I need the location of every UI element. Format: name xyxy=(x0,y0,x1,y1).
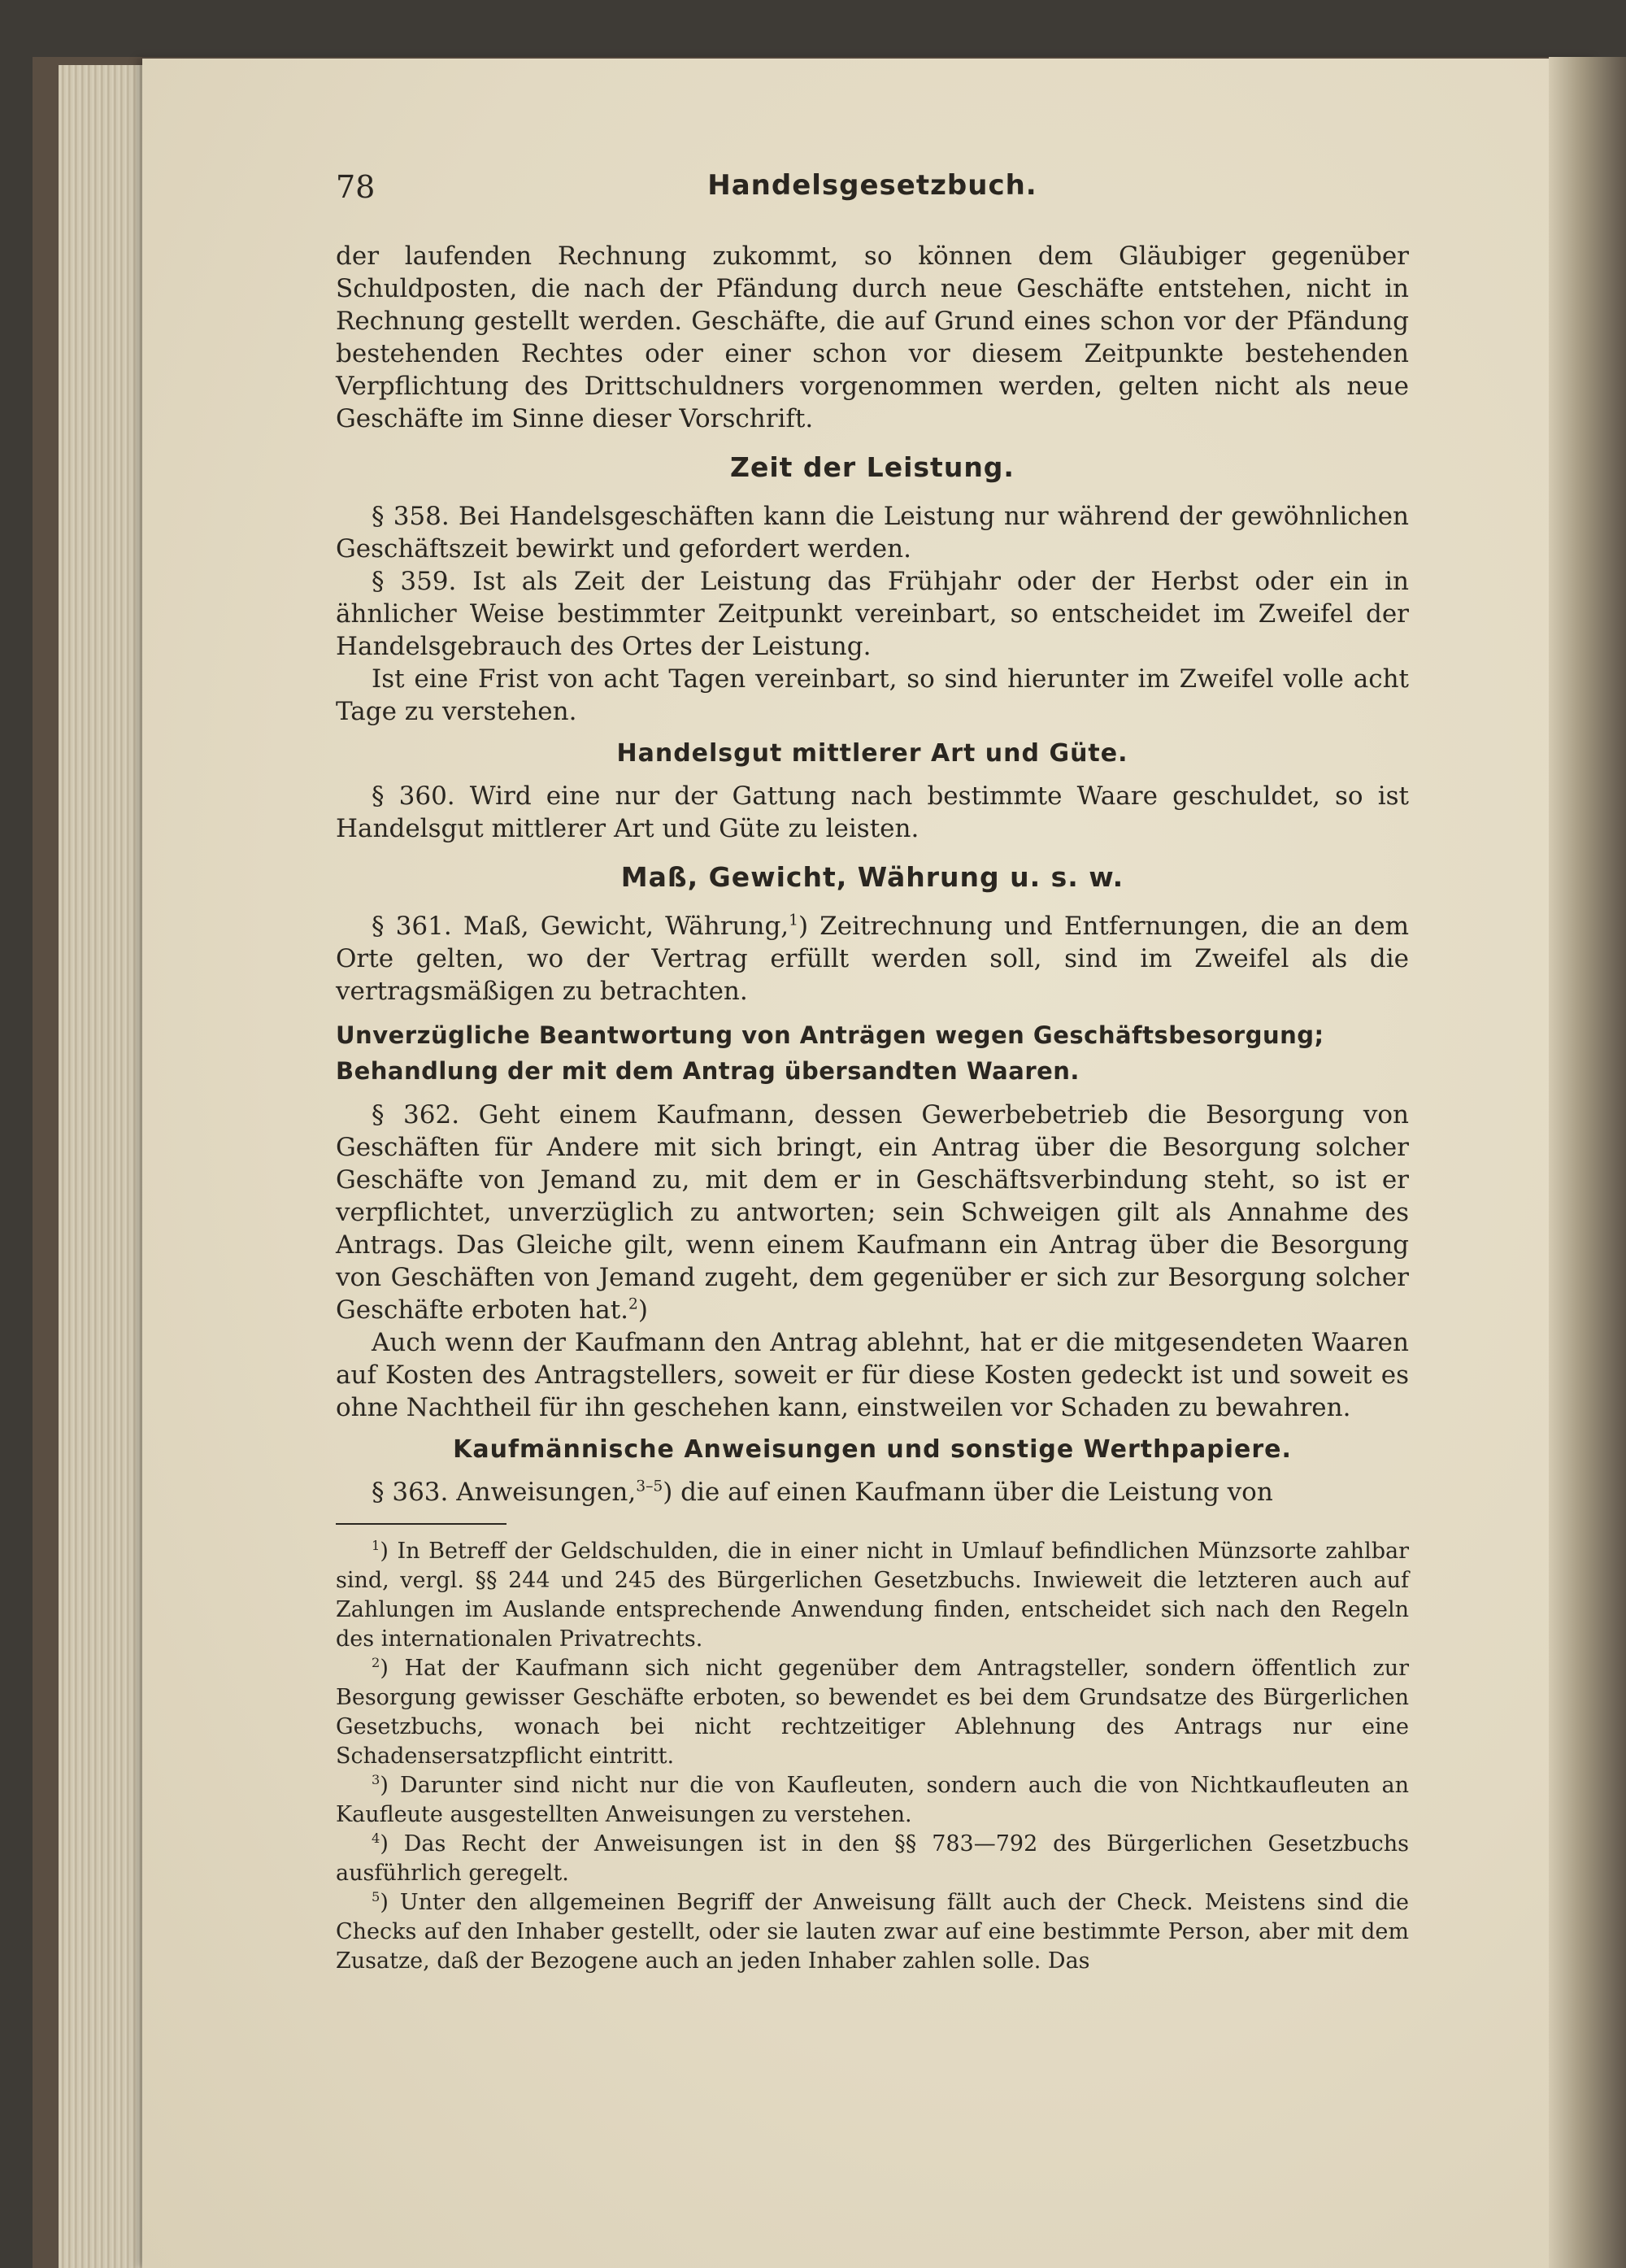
paragraph-362-text-end: ) xyxy=(637,1295,648,1325)
section-heading-anweisungen: Kaufmännische Anweisungen und sonstige Werthpapiere. xyxy=(453,1435,1292,1464)
footnote-rule xyxy=(336,1523,506,1525)
page-gutter xyxy=(1549,57,1626,2268)
section-heading-zeit-der-leistung: Zeit der Leistung. xyxy=(730,451,1015,483)
footnote-5-text: ) Unter den allgemeinen Begriff der Anweisung fällt auch der Check. Meistens sind die Checks auf den Inhaber gestellt, oder sie lauten zwar auf eine bestimmte Person, aber mit dem Zusatze, daß der Bezogene auch an jeden Inhaber zahlen solle. Das xyxy=(336,1890,1409,1974)
footnote-ref-3-5: 3–5 xyxy=(636,1478,663,1495)
paragraph-360: § 360. Wird eine nur der Gattung nach bestimmte Waare geschuldet, so ist Handelsgut mittlerer Art und Güte zu leisten. xyxy=(336,781,1409,843)
section-heading-unverzuegliche-beantwortung: Unverzügliche Beantwortung von Anträgen wegen Geschäftsbesorgung; Behandlung der mit dem Antrag übersandten Waaren. xyxy=(336,1021,1324,1085)
footnote-4-number: 4 xyxy=(372,1831,380,1846)
footnote-1 xyxy=(336,1537,1409,1654)
paragraph-363-text-b: ) die auf einen Kaufmann über die Leistung von xyxy=(663,1478,1273,1507)
paragraph-361 xyxy=(336,910,1409,1008)
footnote-4 xyxy=(336,1830,1409,1888)
page-body xyxy=(336,240,1409,1508)
paragraph-359: § 359. Ist als Zeit der Leistung das Frühjahr oder der Herbst oder ein in ähnlicher Weise bestimmter Zeitpunkt vereinbart, so entscheidet im Zweifel der Handelsgebrauch des Ortes der Leistung. xyxy=(336,567,1409,661)
footnote-5 xyxy=(336,1888,1409,1976)
footnote-5-number: 5 xyxy=(372,1889,380,1905)
paragraph-361-text-b: ) Zeitrechnung und Entfernungen, die an dem Orte gelten, wo der Vertrag erfüllt werden soll, sind im Zweifel als die vertragsmäßigen zu betrachten. xyxy=(336,912,1409,1006)
footnote-2-text: ) Hat der Kaufmann sich nicht gegenüber dem Antragsteller, sondern öffentlich zur Besorgung gewisser Geschäfte erboten, so bewendet es bei dem Grundsatze des Bürgerlichen Gesetzbuchs, wonach bei nicht rechtzeitiger Ablehnung des Antrags nur eine Schadensersatzpflicht eintritt. xyxy=(336,1656,1409,1769)
paragraph-continued: der laufenden Rechnung zukommt, so können dem Gläubiger gegenüber Schuldposten, die nach der Pfändung durch neue Geschäfte entstehen, nicht in Rechnung gestellt werden. Geschäfte, die auf Grund eines schon vor der Pfändung bestehenden Rechtes oder einer schon vor diesem Zeitpunkte bestehenden Verpflichtung des Drittschuldners vorgenommen werden, gelten nicht als neue Geschäfte im Sinne dieser Vorschrift. xyxy=(336,242,1409,433)
footnote-2 xyxy=(336,1654,1409,1771)
running-title: Handelsgesetzbuch. xyxy=(707,169,1037,202)
paragraph-362-2: Auch wenn der Kaufmann den Antrag ablehnt, hat er die mitgesendeten Waaren auf Kosten des Antragstellers, soweit er für diese Kosten gedeckt ist und soweit es ohne Nachtheil für ihn geschehen kann, einstweilen vor Schaden zu bewahren. xyxy=(336,1328,1409,1422)
paragraph-358: § 358. Bei Handelsgeschäften kann die Leistung nur während der gewöhnlichen Geschäftszeit bewirkt und gefordert werden. xyxy=(336,502,1409,564)
footnote-ref-1: 1 xyxy=(789,912,799,929)
section-heading-handelsgut: Handelsgut mittlerer Art und Güte. xyxy=(616,739,1128,768)
paragraph-359-2: Ist eine Frist von acht Tagen vereinbart, so sind hierunter im Zweifel volle acht Tage zu verstehen. xyxy=(336,664,1409,726)
footnote-ref-2: 2 xyxy=(628,1295,638,1313)
footnote-4-text: ) Das Recht der Anweisungen ist in den §§ 783—792 des Bürgerlichen Gesetzbuchs ausführlich geregelt. xyxy=(336,1831,1409,1886)
footnote-1-number: 1 xyxy=(372,1538,380,1553)
page-header xyxy=(336,169,1409,210)
paragraph-361-text-a: § 361. Maß, Gewicht, Währung, xyxy=(372,912,789,941)
footnote-3-number: 3 xyxy=(372,1772,380,1787)
paragraph-363-text-a: § 363. Anweisungen, xyxy=(372,1478,637,1507)
paragraph-362 xyxy=(336,1099,1409,1326)
paragraph-362-text-a: § 362. Geht einem Kaufmann, dessen Gewerbebetrieb die Besorgung von Geschäften für Andere mit sich bringt, ein Antrag über die Besorgung solcher Geschäfte von Jemand zu, mit dem er in Geschäftsverbindung steht, so ist er verpflichtet, unverzüglich zu antworten; sein Schweigen gilt als Annahme des Antrags. Das Gleiche gilt, wenn einem Kaufmann ein Antrag über die Besorgung von Geschäften von Jemand zugeht, dem gegenüber er sich zur Besorgung solcher Geschäfte erboten hat. xyxy=(336,1100,1409,1325)
paragraph-363 xyxy=(336,1476,1409,1508)
footnote-3-text: ) Darunter sind nicht nur die von Kaufleuten, sondern auch die von Nichtkaufleuten an Kaufleute ausgestellten Anweisungen zu verstehen. xyxy=(336,1773,1409,1827)
footnote-3 xyxy=(336,1771,1409,1830)
section-heading-mass-gewicht: Maß, Gewicht, Währung u. s. w. xyxy=(620,861,1124,893)
page-number: 78 xyxy=(336,169,376,205)
footnote-2-number: 2 xyxy=(372,1655,380,1670)
footnotes xyxy=(336,1537,1409,1976)
footnote-1-text: ) In Betreff der Geldschulden, die in einer nicht in Umlauf befindlichen Münzsorte zahlbar sind, vergl. §§ 244 und 245 des Bürgerlichen Gesetzbuchs. Inwieweit die letzteren auch auf Zahlungen im Auslande entsprechende Anwendung finden, entscheidet sich nach den Regeln des internationalen Privatrechts. xyxy=(336,1539,1409,1652)
